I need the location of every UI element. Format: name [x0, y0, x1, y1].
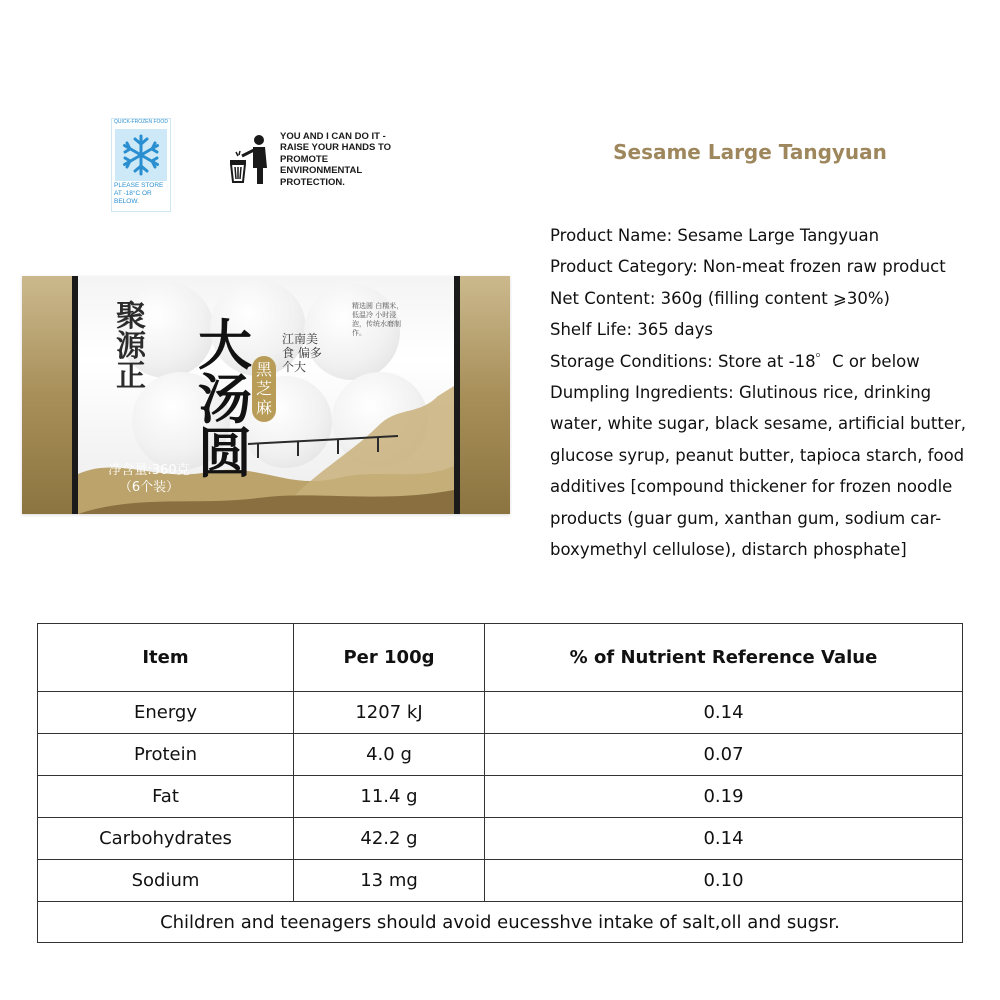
nutrient-name: Sodium [38, 860, 294, 902]
spec-item-storage: Storage Conditions: Store at -18゜C or below [550, 351, 920, 371]
nutrition-note-row [38, 902, 963, 943]
nutrition-note: Children and teenagers should avoid eucesshve intake of salt,oll and sugsr. [38, 902, 963, 943]
product-spec-list [550, 220, 980, 565]
nutrition-table [37, 623, 963, 943]
package-small-text: 精选圆 白糯米，低温冷 小时浸泡，传统水磨制作。 [352, 302, 404, 337]
frozen-badge-top-text: QUICK-FROZEN FOOD [114, 119, 168, 125]
nutrient-name: Energy [38, 692, 294, 734]
spec-item-category: Product Category: Non-meat frozen raw product [550, 257, 946, 277]
header-per-100g: Per 100g [294, 624, 485, 692]
package-net-weight-line1: 净含量:360克 [108, 463, 190, 478]
spec-item-shelf-life: Shelf Life: 365 days [550, 320, 713, 340]
nutrient-amount: 42.2 g [294, 818, 485, 860]
nutrient-nrv: 0.10 [485, 860, 963, 902]
package-brand-text: 聚源正 [116, 299, 146, 394]
table-row [38, 692, 963, 734]
recycle-person-icon [228, 134, 274, 186]
nutrient-nrv: 0.14 [485, 818, 963, 860]
spec-item-name: Product Name: Sesame Large Tangyuan [550, 226, 880, 245]
table-row [38, 734, 963, 776]
package-net-weight [94, 462, 204, 496]
nutrient-name: Protein [38, 734, 294, 776]
nutrition-header-row [38, 624, 963, 692]
nutrient-amount: 1207 kJ [294, 692, 485, 734]
table-row [38, 818, 963, 860]
nutrient-nrv: 0.07 [485, 734, 963, 776]
nutrient-amount: 13 mg [294, 860, 485, 902]
snowflake-icon [115, 129, 167, 181]
nutrient-amount: 4.0 g [294, 734, 485, 776]
package-title-text: 大汤圆 [198, 313, 252, 485]
package-seal-left [22, 276, 78, 514]
header-item: Item [38, 624, 294, 692]
package-slogan-text: 江南美食 偏多个大 [282, 332, 322, 374]
table-row [38, 776, 963, 818]
spec-item-ingredients: Dumpling Ingredients: Glutinous rice, drinking water, white sugar, black sesame, artificial butter, glucose syrup, peanut butter, tapioca starch, food additives [compound thickener for frozen noodle products (guar gum, xanthan gum, sodium car-boxymethyl cellulose), distarch phosphate] [550, 383, 967, 560]
nutrient-nrv: 0.19 [485, 776, 963, 818]
product-heading: Sesame Large Tangyuan [613, 140, 887, 164]
frozen-badge-text: PLEASE STORE AT -18°C OR BELOW. [114, 182, 164, 205]
package-seal-right [454, 276, 510, 514]
package-flavor-text: 黑芝麻 [255, 360, 272, 417]
frozen-storage-badge [111, 118, 171, 212]
spec-item-net-content: Net Content: 360g (filling content ⩾30%) [550, 288, 890, 308]
nutrient-name: Carbohydrates [38, 818, 294, 860]
nutrient-name: Fat [38, 776, 294, 818]
header-nrv: % of Nutrient Reference Value [485, 624, 963, 692]
nutrient-nrv: 0.14 [485, 692, 963, 734]
nutrient-amount: 11.4 g [294, 776, 485, 818]
table-row [38, 860, 963, 902]
package-net-weight-line2: （6个装） [118, 480, 180, 495]
eco-note-text: YOU AND I CAN DO IT - RAISE YOUR HANDS TO PROMOTE ENVIRONMENTAL PROTECTION. [280, 131, 392, 188]
